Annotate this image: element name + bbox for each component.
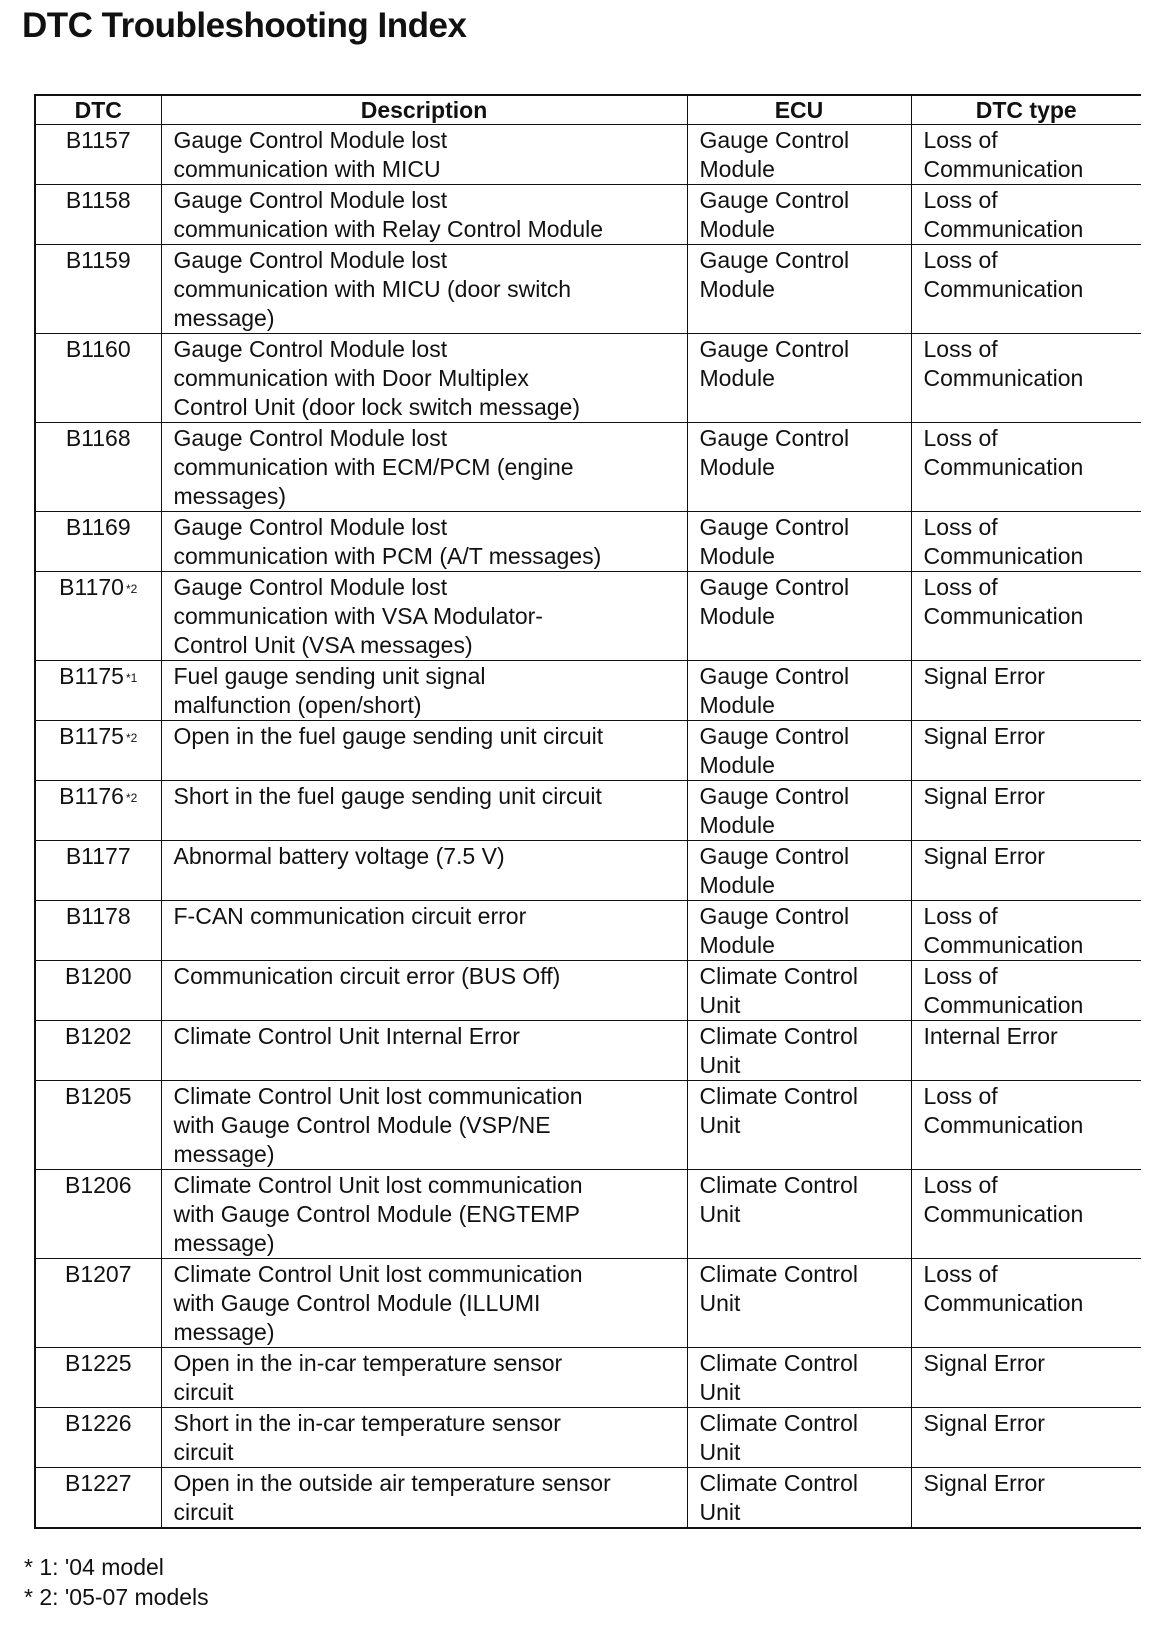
dtc-code-cell — [35, 185, 161, 245]
ecu-line: Climate Control — [699, 1083, 858, 1109]
ecu-line: Module — [699, 216, 775, 242]
ecu-line: Module — [699, 692, 775, 718]
dtc-type-cell — [911, 1081, 1141, 1170]
ecu-line: Module — [699, 872, 775, 898]
description-line: message) — [173, 1319, 275, 1345]
dtc-type-line: Loss of — [923, 1172, 998, 1198]
dtc-code: B1158 — [65, 187, 131, 213]
description-line: Gauge Control Module lost — [173, 574, 448, 600]
table-header-row — [35, 95, 1141, 125]
dtc-type-line: Loss of — [923, 187, 998, 213]
dtc-type-line: Loss of — [923, 963, 998, 989]
description-line: with Gauge Control Module (ILLUMI — [173, 1290, 541, 1316]
dtc-type-cell — [911, 781, 1141, 841]
table-row — [35, 661, 1141, 721]
dtc-table — [34, 94, 1141, 1529]
description-cell — [161, 334, 687, 423]
dtc-type-line: Signal Error — [923, 723, 1045, 749]
ecu-line: Climate Control — [699, 1023, 858, 1049]
page-title: DTC Troubleshooting Index — [22, 6, 467, 45]
description-cell — [161, 721, 687, 781]
description-cell — [161, 1259, 687, 1348]
description-line: communication with Relay Control Module — [173, 216, 604, 242]
dtc-type-line: Loss of — [923, 127, 998, 153]
dtc-code-cell — [35, 572, 161, 661]
description-line: Gauge Control Module lost — [173, 187, 448, 213]
header-ecu: ECU — [687, 95, 911, 125]
ecu-cell — [687, 1170, 911, 1259]
description-cell — [161, 185, 687, 245]
description-cell — [161, 423, 687, 512]
ecu-line: Module — [699, 543, 775, 569]
ecu-line: Gauge Control — [699, 723, 850, 749]
description-cell — [161, 781, 687, 841]
description-line: Short in the in-car temperature sensor — [173, 1410, 561, 1436]
dtc-code: B1178 — [65, 903, 131, 929]
dtc-footnote-marker: *2 — [125, 582, 138, 596]
description-cell — [161, 1081, 687, 1170]
dtc-code: B1207 — [64, 1261, 132, 1287]
ecu-line: Climate Control — [699, 963, 858, 989]
table-row — [35, 1408, 1141, 1468]
description-cell — [161, 661, 687, 721]
dtc-code-cell — [35, 423, 161, 512]
description-line: communication with Door Multiplex — [173, 365, 529, 391]
dtc-code: B1202 — [64, 1023, 132, 1049]
dtc-type-line: Signal Error — [923, 1470, 1045, 1496]
ecu-line: Module — [699, 932, 775, 958]
dtc-type-line: Loss of — [923, 247, 998, 273]
description-line: Gauge Control Module lost — [173, 127, 448, 153]
ecu-line: Unit — [699, 1201, 741, 1227]
ecu-line: Unit — [699, 992, 741, 1018]
description-cell — [161, 901, 687, 961]
description-line: Gauge Control Module lost — [173, 425, 448, 451]
ecu-line: Unit — [699, 1439, 741, 1465]
footnotes — [24, 1552, 209, 1612]
description-line: communication with PCM (A/T messages) — [173, 543, 602, 569]
dtc-code: B1206 — [64, 1172, 132, 1198]
ecu-line: Module — [699, 365, 775, 391]
dtc-code: B1175 — [59, 663, 124, 689]
dtc-code-cell — [35, 781, 161, 841]
ecu-line: Gauge Control — [699, 514, 850, 540]
dtc-code: B1168 — [65, 425, 131, 451]
table-row — [35, 1468, 1141, 1529]
ecu-line: Gauge Control — [699, 336, 850, 362]
ecu-line: Gauge Control — [699, 127, 850, 153]
description-line: circuit — [173, 1439, 234, 1465]
ecu-line: Climate Control — [699, 1261, 858, 1287]
table-row — [35, 1081, 1141, 1170]
dtc-type-line: Communication — [923, 216, 1084, 242]
description-line: circuit — [173, 1499, 234, 1525]
dtc-code: B1169 — [65, 514, 131, 540]
description-line: message) — [173, 305, 275, 331]
dtc-type-line: Communication — [923, 365, 1084, 391]
description-line: Climate Control Unit lost communication — [173, 1083, 583, 1109]
ecu-line: Gauge Control — [699, 425, 850, 451]
table-row — [35, 781, 1141, 841]
header-dtc: DTC — [35, 95, 161, 125]
dtc-type-line: Signal Error — [923, 663, 1045, 689]
table-row — [35, 185, 1141, 245]
dtc-type-cell — [911, 512, 1141, 572]
description-line: Open in the outside air temperature sensor — [173, 1470, 611, 1496]
ecu-cell — [687, 1468, 911, 1529]
description-cell — [161, 961, 687, 1021]
table-row — [35, 1259, 1141, 1348]
dtc-code-cell — [35, 512, 161, 572]
description-line: Gauge Control Module lost — [173, 247, 448, 273]
dtc-type-cell — [911, 334, 1141, 423]
dtc-type-line: Signal Error — [923, 843, 1045, 869]
description-cell — [161, 1170, 687, 1259]
description-line: circuit — [173, 1379, 234, 1405]
dtc-code-cell — [35, 1348, 161, 1408]
ecu-line: Module — [699, 603, 775, 629]
ecu-line: Gauge Control — [699, 783, 850, 809]
dtc-type-cell — [911, 1468, 1141, 1529]
description-cell — [161, 1408, 687, 1468]
description-line: Open in the fuel gauge sending unit circuit — [173, 723, 604, 749]
ecu-cell — [687, 512, 911, 572]
dtc-code-cell — [35, 661, 161, 721]
dtc-type-line: Loss of — [923, 1083, 998, 1109]
dtc-type-cell — [911, 661, 1141, 721]
ecu-line: Unit — [699, 1112, 741, 1138]
ecu-cell — [687, 961, 911, 1021]
ecu-cell — [687, 185, 911, 245]
dtc-type-cell — [911, 841, 1141, 901]
ecu-cell — [687, 572, 911, 661]
dtc-type-cell — [911, 721, 1141, 781]
description-line: communication with ECM/PCM (engine — [173, 454, 574, 480]
ecu-cell — [687, 1081, 911, 1170]
description-line: Climate Control Unit Internal Error — [173, 1023, 520, 1049]
ecu-cell — [687, 423, 911, 512]
dtc-code: B1205 — [64, 1083, 132, 1109]
ecu-line: Module — [699, 812, 775, 838]
dtc-type-cell — [911, 1408, 1141, 1468]
footnote-2: * 2: '05-07 models — [24, 1584, 209, 1610]
table-row — [35, 721, 1141, 781]
dtc-type-line: Loss of — [923, 903, 998, 929]
description-line: communication with MICU (door switch — [173, 276, 572, 302]
ecu-line: Gauge Control — [699, 187, 850, 213]
description-line: messages) — [173, 483, 286, 509]
table-row — [35, 512, 1141, 572]
dtc-type-cell — [911, 185, 1141, 245]
footnote-1: * 1: '04 model — [24, 1554, 164, 1580]
table-row — [35, 245, 1141, 334]
description-line: communication with MICU — [173, 156, 441, 182]
table-row — [35, 901, 1141, 961]
ecu-line: Climate Control — [699, 1350, 858, 1376]
dtc-code: B1200 — [64, 963, 132, 989]
dtc-type-cell — [911, 1021, 1141, 1081]
dtc-code: B1176 — [59, 783, 124, 809]
ecu-cell — [687, 841, 911, 901]
description-line: with Gauge Control Module (VSP/NE — [173, 1112, 551, 1138]
description-cell — [161, 572, 687, 661]
ecu-line: Climate Control — [699, 1470, 858, 1496]
dtc-type-line: Signal Error — [923, 1410, 1045, 1436]
ecu-line: Module — [699, 454, 775, 480]
ecu-cell — [687, 334, 911, 423]
dtc-type-line: Internal Error — [923, 1023, 1058, 1049]
description-cell — [161, 245, 687, 334]
dtc-code-cell — [35, 125, 161, 185]
dtc-code-cell — [35, 841, 161, 901]
dtc-code-cell — [35, 1081, 161, 1170]
dtc-code-cell — [35, 901, 161, 961]
ecu-line: Climate Control — [699, 1410, 858, 1436]
table-row — [35, 125, 1141, 185]
ecu-line: Climate Control — [699, 1172, 858, 1198]
dtc-code-cell — [35, 245, 161, 334]
ecu-line: Gauge Control — [699, 843, 850, 869]
table-body — [35, 125, 1141, 1529]
description-cell — [161, 512, 687, 572]
ecu-line: Module — [699, 752, 775, 778]
ecu-cell — [687, 1021, 911, 1081]
ecu-line: Unit — [699, 1052, 741, 1078]
ecu-line: Unit — [699, 1499, 741, 1525]
description-line: message) — [173, 1230, 275, 1256]
dtc-type-line: Communication — [923, 1290, 1084, 1316]
description-line: Climate Control Unit lost communication — [173, 1172, 583, 1198]
dtc-code-cell — [35, 1408, 161, 1468]
dtc-code-cell — [35, 1021, 161, 1081]
dtc-type-cell — [911, 423, 1141, 512]
description-line: communication with VSA Modulator- — [173, 603, 543, 629]
table-row — [35, 334, 1141, 423]
description-cell — [161, 1468, 687, 1529]
dtc-code-cell — [35, 961, 161, 1021]
dtc-type-line: Communication — [923, 992, 1084, 1018]
dtc-code-cell — [35, 721, 161, 781]
ecu-line: Module — [699, 156, 775, 182]
dtc-type-line: Loss of — [923, 336, 998, 362]
description-cell — [161, 841, 687, 901]
dtc-type-cell — [911, 1170, 1141, 1259]
ecu-line: Gauge Control — [699, 663, 850, 689]
dtc-type-line: Loss of — [923, 1261, 998, 1287]
description-line: Gauge Control Module lost — [173, 514, 448, 540]
dtc-code: B1157 — [65, 127, 131, 153]
description-line: Communication circuit error (BUS Off) — [173, 963, 561, 989]
dtc-footnote-marker: *2 — [125, 731, 138, 745]
table-row — [35, 1170, 1141, 1259]
ecu-line: Unit — [699, 1290, 741, 1316]
ecu-cell — [687, 125, 911, 185]
dtc-type-line: Communication — [923, 543, 1084, 569]
ecu-cell — [687, 1408, 911, 1468]
ecu-line: Gauge Control — [699, 247, 850, 273]
dtc-type-line: Communication — [923, 156, 1084, 182]
table-row — [35, 572, 1141, 661]
dtc-type-line: Communication — [923, 1201, 1084, 1227]
description-cell — [161, 1348, 687, 1408]
dtc-code: B1159 — [65, 247, 131, 273]
table-row — [35, 1348, 1141, 1408]
dtc-type-cell — [911, 572, 1141, 661]
ecu-cell — [687, 781, 911, 841]
dtc-footnote-marker: *1 — [125, 671, 138, 685]
dtc-type-cell — [911, 961, 1141, 1021]
description-line: message) — [173, 1141, 275, 1167]
description-line: F-CAN communication circuit error — [173, 903, 527, 929]
dtc-code: B1226 — [64, 1410, 132, 1436]
dtc-type-cell — [911, 125, 1141, 185]
description-line: Gauge Control Module lost — [173, 336, 448, 362]
description-line: Fuel gauge sending unit signal — [173, 663, 486, 689]
dtc-code-cell — [35, 1468, 161, 1529]
dtc-code: B1177 — [65, 843, 131, 869]
ecu-cell — [687, 1259, 911, 1348]
ecu-line: Unit — [699, 1379, 741, 1405]
dtc-code: B1170 — [59, 574, 124, 600]
description-line: Open in the in-car temperature sensor — [173, 1350, 563, 1376]
description-line: Control Unit (door lock switch message) — [173, 394, 580, 420]
table-row — [35, 423, 1141, 512]
dtc-type-line: Communication — [923, 454, 1084, 480]
header-description: Description — [161, 95, 687, 125]
ecu-line: Gauge Control — [699, 574, 850, 600]
table-row — [35, 961, 1141, 1021]
dtc-code-cell — [35, 1259, 161, 1348]
dtc-type-line: Loss of — [923, 574, 998, 600]
description-line: Short in the fuel gauge sending unit circuit — [173, 783, 602, 809]
header-dtc-type: DTC type — [911, 95, 1141, 125]
ecu-line: Gauge Control — [699, 903, 850, 929]
dtc-type-cell — [911, 1348, 1141, 1408]
dtc-type-line: Loss of — [923, 425, 998, 451]
description-line: malfunction (open/short) — [173, 692, 422, 718]
dtc-footnote-marker: *2 — [125, 791, 138, 805]
dtc-type-line: Signal Error — [923, 783, 1045, 809]
ecu-line: Module — [699, 276, 775, 302]
dtc-code-cell — [35, 334, 161, 423]
dtc-code: B1175 — [59, 723, 124, 749]
dtc-type-cell — [911, 245, 1141, 334]
dtc-type-line: Loss of — [923, 514, 998, 540]
ecu-cell — [687, 661, 911, 721]
description-line: Abnormal battery voltage (7.5 V) — [173, 843, 505, 869]
dtc-type-cell — [911, 901, 1141, 961]
dtc-type-cell — [911, 1259, 1141, 1348]
dtc-type-line: Communication — [923, 603, 1084, 629]
dtc-code-cell — [35, 1170, 161, 1259]
description-cell — [161, 1021, 687, 1081]
description-cell — [161, 125, 687, 185]
ecu-cell — [687, 721, 911, 781]
description-line: Control Unit (VSA messages) — [173, 632, 473, 658]
ecu-cell — [687, 1348, 911, 1408]
table-row — [35, 841, 1141, 901]
dtc-code: B1160 — [65, 336, 131, 362]
dtc-type-line: Communication — [923, 276, 1084, 302]
dtc-type-line: Communication — [923, 932, 1084, 958]
description-line: with Gauge Control Module (ENGTEMP — [173, 1201, 580, 1227]
dtc-code: B1225 — [64, 1350, 132, 1376]
dtc-type-line: Communication — [923, 1112, 1084, 1138]
dtc-code: B1227 — [64, 1470, 132, 1496]
table-row — [35, 1021, 1141, 1081]
ecu-cell — [687, 245, 911, 334]
description-line: Climate Control Unit lost communication — [173, 1261, 583, 1287]
ecu-cell — [687, 901, 911, 961]
dtc-type-line: Signal Error — [923, 1350, 1045, 1376]
